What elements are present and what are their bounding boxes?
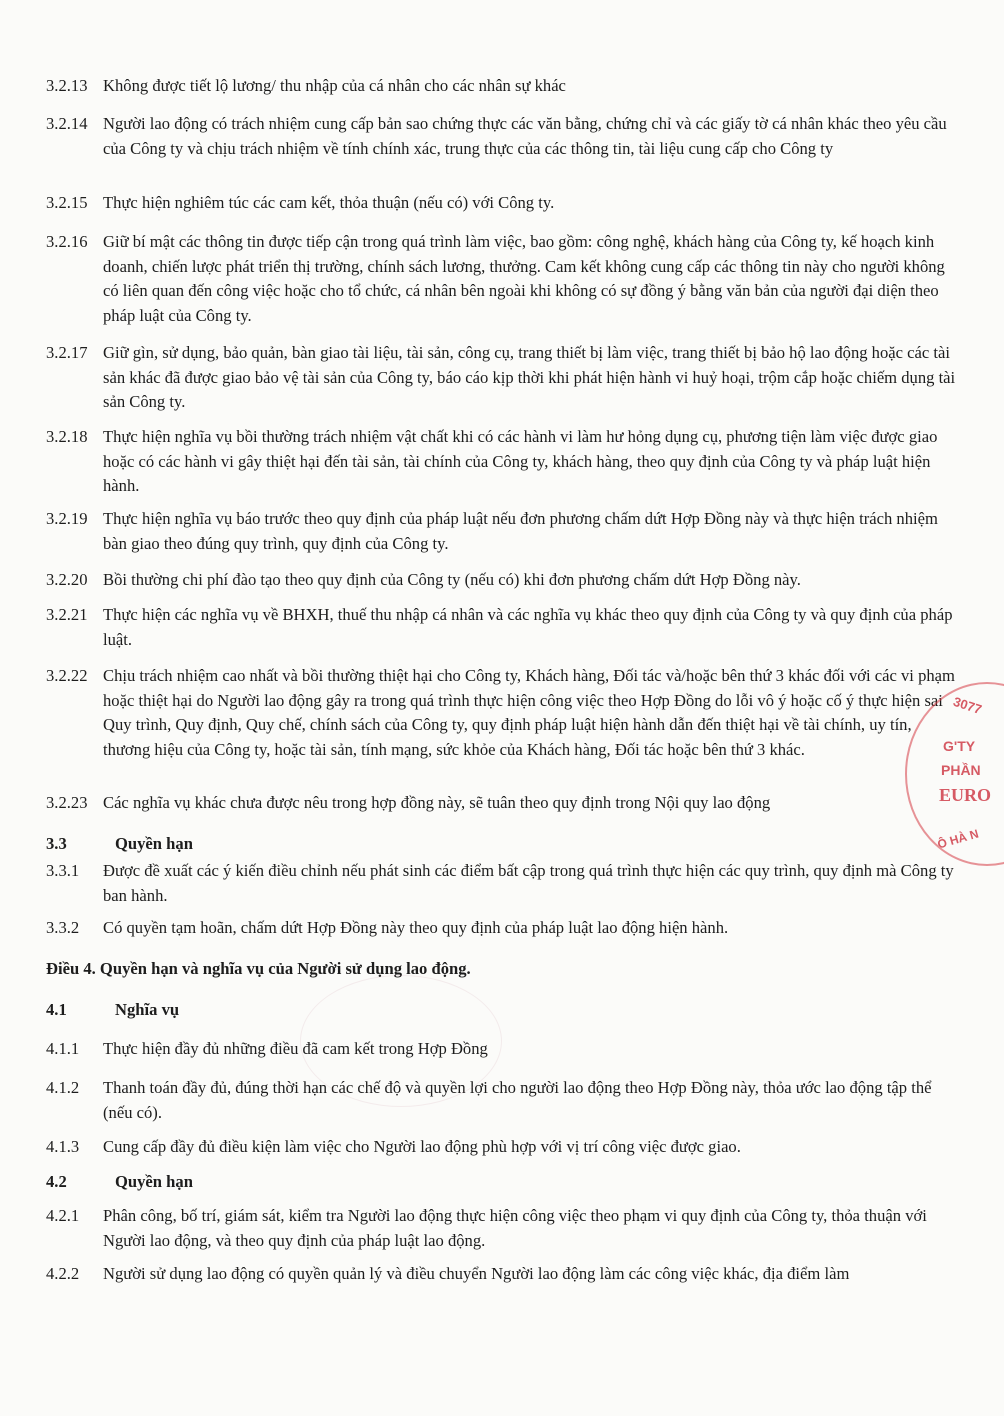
clause-text: Phân công, bố trí, giám sát, kiểm tra Người lao động thực hiện công việc theo phạm vi quy định của Công ty, thỏa thuận với Người lao động, và theo quy định của pháp luật lao động. (103, 1206, 927, 1250)
clause-text: Thanh toán đầy đủ, đúng thời hạn các chế độ và quyền lợi cho người lao động theo Hợp Đồng này, thỏa ước lao động tập thể (nếu có). (103, 1078, 932, 1122)
seal-text: G'TY (943, 738, 976, 754)
clause-number: 3.2.18 (46, 427, 88, 446)
section-number: 4.1 (46, 1000, 67, 1019)
section-title: Nghĩa vụ (115, 1000, 180, 1019)
clause-text: Có quyền tạm hoãn, chấm dứt Hợp Đồng này theo quy định của pháp luật lao động hiện hành. (103, 918, 729, 937)
clause-text: Thực hiện các nghĩa vụ về BHXH, thuế thu nhập cá nhân và các nghĩa vụ khác theo quy định của Công ty và quy định của pháp luật. (103, 605, 953, 649)
background-stamp-shadow (300, 975, 502, 1107)
clause-text: Thực hiện nghĩa vụ báo trước theo quy định của pháp luật nếu đơn phương chấm dứt Hợp Đồng này và thực hiện trách nhiệm bàn giao theo đúng quy trình, quy định của Công ty. (103, 509, 938, 553)
section-title: Quyền hạn (115, 834, 193, 853)
clause-text: Thực hiện nghĩa vụ bồi thường trách nhiệm vật chất khi có các hành vi làm hư hỏng dụng cụ, phương tiện làm việc được giao hoặc có các hành vi gây thiệt hại đến tài sản, tài chính của Công ty, khách hàng, theo quy định của Công ty và pháp luật hiện hành. (103, 427, 938, 496)
seal-text: Ô HÀ N (935, 826, 981, 852)
clause-text: Thực hiện nghiêm túc các cam kết, thỏa thuận (nếu có) với Công ty. (103, 193, 555, 212)
clause-number: 4.1.2 (46, 1078, 80, 1097)
clause-number: 4.2.2 (46, 1264, 80, 1283)
clause-text: Không được tiết lộ lương/ thu nhập của cá nhân cho các nhân sự khác (103, 76, 566, 95)
clause-number: 3.2.16 (46, 232, 88, 251)
seal-text: PHẦN (941, 762, 981, 778)
seal-text: 3077 (951, 693, 984, 718)
clause-text: Thực hiện đầy đủ những điều đã cam kết trong Hợp Đồng (103, 1039, 488, 1058)
section-number: 3.3 (46, 834, 67, 853)
section-number: 4.2 (46, 1172, 67, 1191)
article-4-heading: Điều 4. Quyền hạn và nghĩa vụ của Người sử dụng lao động. (46, 959, 471, 978)
clause-number: 3.2.23 (46, 793, 88, 812)
clause-number: 3.3.1 (46, 861, 80, 880)
clause-text: Các nghĩa vụ khác chưa được nêu trong hợp đồng này, sẽ tuân theo quy định trong Nội quy lao động (103, 793, 771, 812)
clause-number: 3.2.14 (46, 114, 88, 133)
clause-number: 3.3.2 (46, 918, 80, 937)
clause-text: Cung cấp đầy đủ điều kiện làm việc cho Người lao động phù hợp với vị trí công việc được giao. (103, 1137, 741, 1156)
clause-text: Được đề xuất các ý kiến điều chỉnh nếu phát sinh các điểm bất cập trong quá trình thực hiện các quy trình, quy định mà Công ty ban hành. (103, 861, 954, 905)
seal-text: EURO (939, 785, 992, 805)
clause-text: Giữ bí mật các thông tin được tiếp cận trong quá trình làm việc, bao gồm: công nghệ, khách hàng của Công ty, kế hoạch kinh doanh, chiến lược phát triển thị trường, chính sách lương, thưởng. Cam kết không cung cấp các thông tin này cho người không có liên quan đến công việc hoặc cho tổ chức, cá nhân bên ngoài khi không có sự đồng ý bằng văn bản của người đại diện theo pháp luật của Công ty. (103, 232, 945, 325)
clause-text: Người sử dụng lao động có quyền quản lý và điều chuyển Người lao động làm các công việc khác, địa điểm làm (103, 1264, 850, 1283)
clause-text: Giữ gìn, sử dụng, bảo quản, bàn giao tài liệu, tài sản, công cụ, trang thiết bị làm việc, trang thiết bị bảo hộ lao động hoặc các tài sản khác đã được giao bảo vệ tài sản của Công ty, báo cáo kịp thời khi phát hiện hành vi huỷ hoại, trộm cắp hoặc chiếm dụng tài sản Công ty. (103, 343, 956, 412)
section-title: Quyền hạn (115, 1172, 193, 1191)
clause-text: Chịu trách nhiệm cao nhất và bồi thường thiệt hại cho Công ty, Khách hàng, Đối tác và/hoặc bên thứ 3 khác đối với các vi phạm hoặc thiệt hại do Người lao động gây ra trong quá trình thực hiện công việc theo Hợp Đồng do lỗi vô ý hoặc cố ý thực hiện sai Quy trình, Quy định, Quy chế, chính sách của Công ty, quy định pháp luật hiện hành dẫn đến thiệt hại về tài chính, uy tín, thương hiệu của Công ty, hoặc tài sản, tính mạng, sức khỏe của Khách hàng, Đối tác hoặc bên thứ 3 khác. (103, 666, 955, 759)
clause-number: 3.2.15 (46, 193, 88, 212)
clause-number: 3.2.19 (46, 509, 88, 528)
clause-number: 3.2.21 (46, 605, 88, 624)
clause-text: Bồi thường chi phí đào tạo theo quy định của Công ty (nếu có) khi đơn phương chấm dứt Hợp Đồng này. (103, 570, 801, 589)
clause-text: Người lao động có trách nhiệm cung cấp bản sao chứng thực các văn bằng, chứng chỉ và các giấy tờ cá nhân khác theo yêu cầu của Công ty và chịu trách nhiệm về tính chính xác, trung thực của các thông tin, tài liệu cung cấp cho Công ty (103, 114, 947, 158)
clause-number: 3.2.22 (46, 666, 88, 685)
clause-number: 3.2.20 (46, 570, 88, 589)
clause-number: 4.2.1 (46, 1206, 80, 1225)
clause-number: 3.2.13 (46, 76, 88, 95)
clause-number: 3.2.17 (46, 343, 88, 362)
clause-number: 4.1.3 (46, 1137, 80, 1156)
clause-number: 4.1.1 (46, 1039, 80, 1058)
